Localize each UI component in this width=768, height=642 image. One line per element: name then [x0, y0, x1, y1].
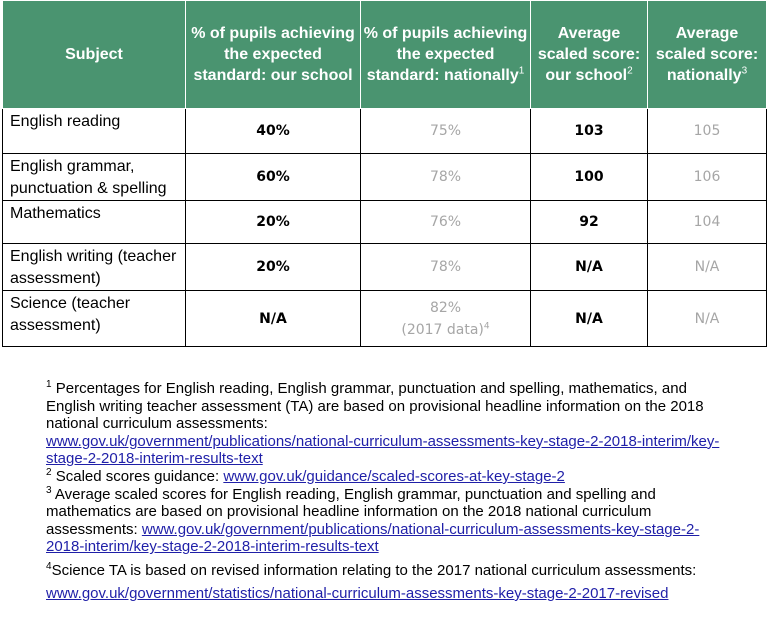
footnote-ref-1: 1 [518, 65, 525, 77]
pct-school-cell: 40% [186, 109, 361, 154]
header-score-national [648, 1, 767, 109]
pct-national-cell: 75% [361, 109, 531, 154]
subject-cell: Science (teacher assessment) [3, 291, 186, 347]
footnote-ref-4: 4 [483, 320, 490, 331]
pct-school-cell: 60% [186, 154, 361, 201]
header-subject-label: Subject [65, 46, 123, 63]
table-row [3, 154, 767, 201]
score-school-cell: N/A [531, 291, 648, 347]
table-row [3, 291, 767, 347]
score-school-cell: 100 [531, 154, 648, 201]
footnote-2-text: Scaled scores guidance: [51, 467, 224, 485]
footnote-1-text: Percentages for English reading, English grammar, punctuation and spelling, mathematics, and English writing teacher assessment (TA) are based on provisional headline information on the 2018 national curriculum assessments: [46, 380, 704, 433]
table-row [3, 109, 767, 154]
footnote-4-marker: 4 [46, 560, 52, 572]
header-subject [3, 1, 186, 109]
header-score-school [531, 1, 648, 109]
footnote-3-link[interactable]: www.gov.uk/government/publications/national-curriculum-assessments-key-stage-2-2018-interim/key-stage-2-2018-interim-results-text [46, 520, 700, 556]
subject-cell: English grammar, punctuation & spelling [3, 154, 186, 201]
score-school-cell: 103 [531, 109, 648, 154]
footnote-1-marker: 1 [46, 379, 52, 390]
subject-cell: English reading [3, 109, 186, 154]
footnote-2-marker: 2 [46, 466, 52, 478]
footnote-2 [46, 468, 736, 486]
footnote-4-link[interactable]: www.gov.uk/government/statistics/national-curriculum-assessments-key-stage-2-2017-revised [46, 584, 669, 602]
table-row [3, 201, 767, 244]
footnote-2-link[interactable]: www.gov.uk/guidance/scaled-scores-at-key-stage-2 [223, 467, 565, 485]
header-pct-national-label: % of pupils achieving the expected standard: nationally [363, 25, 528, 84]
pct-national-cell: 78% [361, 244, 531, 291]
table-row [3, 244, 767, 291]
pct-school-cell: 20% [186, 244, 361, 291]
footnote-1 [46, 380, 736, 468]
pct-national-cell: 76% [361, 201, 531, 244]
table-header-row [3, 1, 767, 109]
pct-national-cell [361, 291, 531, 347]
header-pct-school-label: % of pupils achieving the expected standard: our school [191, 25, 355, 84]
score-school-cell: 92 [531, 201, 648, 244]
pct-school-cell: N/A [186, 291, 361, 347]
results-table [2, 0, 767, 347]
footnote-3-marker: 3 [46, 484, 52, 496]
footnote-4 [46, 559, 736, 605]
score-national-cell: N/A [648, 244, 767, 291]
pct-national-value: 82% [429, 299, 462, 316]
header-pct-national [361, 1, 531, 109]
score-national-cell: 106 [648, 154, 767, 201]
score-national-cell: 104 [648, 201, 767, 244]
pct-school-cell: 20% [186, 201, 361, 244]
pct-national-cell: 78% [361, 154, 531, 201]
footnotes [46, 380, 736, 605]
header-score-national-label: Average scaled score: nationally [655, 25, 759, 84]
pct-national-note-text: (2017 data) [401, 321, 484, 338]
score-school-cell: N/A [531, 244, 648, 291]
pct-national-note [362, 319, 529, 341]
subject-cell: English writing (teacher assessment) [3, 244, 186, 291]
score-national-cell: N/A [648, 291, 767, 347]
footnote-ref-3: 3 [741, 65, 748, 77]
footnote-3-text: Average scaled scores for English reading, English grammar, punctuation and spelling and mathematics are based on provisional headline information on the 2018 national curriculum assessments: [46, 485, 656, 538]
footnote-4-text: Science TA is based on revised information relating to the 2017 national curriculum assessments: [51, 561, 697, 579]
footnote-ref-2: 2 [627, 65, 633, 77]
subject-cell: Mathematics [3, 201, 186, 244]
footnote-1-link[interactable]: www.gov.uk/government/publications/national-curriculum-assessments-key-stage-2-2018-interim/key-stage-2-2018-interim-results-text [46, 432, 720, 468]
score-national-cell: 105 [648, 109, 767, 154]
footnote-3 [46, 486, 736, 556]
header-score-school-label: Average scaled score: our school [537, 25, 641, 84]
header-pct-school [186, 1, 361, 109]
